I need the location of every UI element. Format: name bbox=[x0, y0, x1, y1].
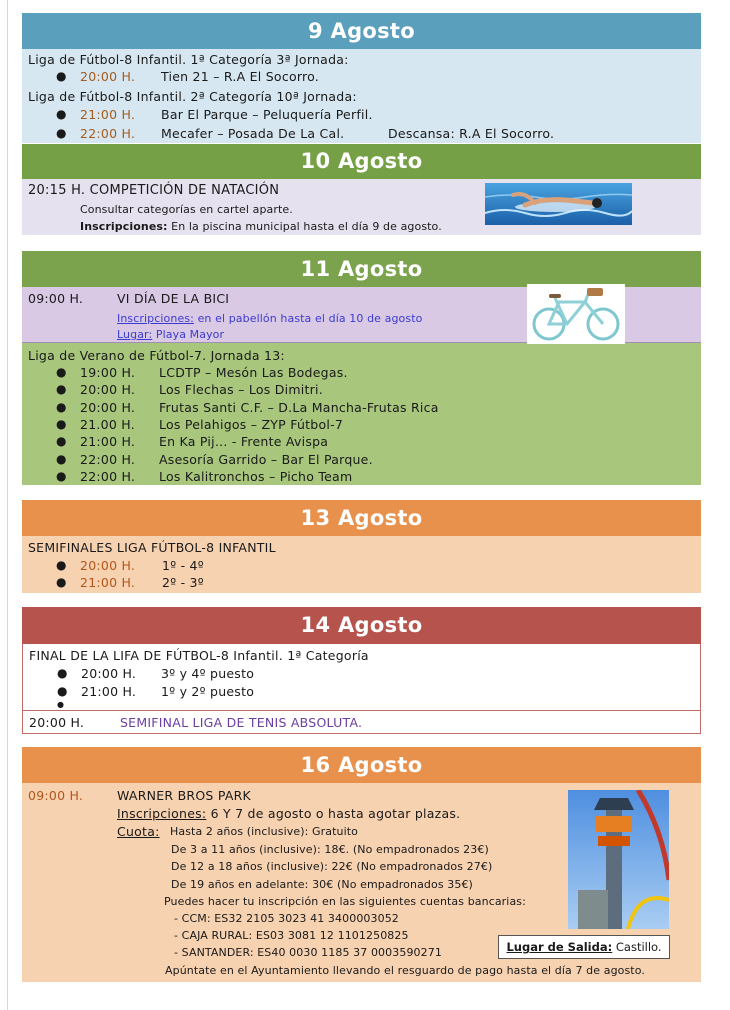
inscripciones-text: 6 Y 7 de agosto o hasta agotar plazas. bbox=[206, 806, 461, 821]
inscripciones-text: en el pabellón hasta el día 10 de agosto bbox=[193, 312, 423, 325]
bullet: ● bbox=[56, 416, 67, 431]
match-time: 20:00 H. bbox=[81, 666, 137, 681]
salida-label: Lugar de Salida: bbox=[506, 940, 613, 954]
bullet: ● bbox=[56, 399, 67, 414]
bullet: ● bbox=[57, 666, 68, 680]
match-teams: Frutas Santi C.F. – D.La Mancha-Frutas Rica bbox=[159, 399, 439, 415]
final-title: FINAL DE LA LIFA DE FÚTBOL-8 Infantil. 1ª Categoría bbox=[29, 648, 369, 663]
bicycle-image bbox=[527, 284, 625, 344]
match-time: 20:00 H. bbox=[80, 382, 136, 398]
day-header-13-agosto: 13 Agosto bbox=[22, 500, 701, 536]
cuota-label-text: Cuota: bbox=[117, 824, 160, 839]
swimmer-image bbox=[485, 183, 632, 225]
match-teams: Los Flechas – Los Dimitri. bbox=[159, 382, 324, 398]
day-header-16-agosto: 16 Agosto bbox=[22, 747, 701, 783]
day-block-11-agosto bbox=[22, 251, 701, 485]
match-time: 20:00 H. bbox=[80, 399, 136, 415]
salida-box bbox=[498, 935, 670, 959]
match-time: 22:00 H. bbox=[80, 468, 136, 484]
inscripciones-text: En la piscina municipal hasta el día 9 de agosto. bbox=[167, 220, 442, 233]
match-teams: Asesoría Garrido – Bar El Parque. bbox=[159, 451, 373, 467]
cuota-line: De 12 a 18 años (inclusive): 22€ (No empadronados 27€) bbox=[171, 860, 493, 873]
warner-title: WARNER BROS PARK bbox=[117, 788, 251, 803]
lugar-text: Playa Mayor bbox=[152, 328, 225, 341]
match-teams: Tien 21 – R.A El Socorro. bbox=[161, 69, 320, 84]
match-time: 22:00 H. bbox=[80, 126, 136, 141]
bullet: ● bbox=[56, 575, 67, 589]
match-teams: 1º y 2º puesto bbox=[161, 684, 255, 699]
cuota-line: De 3 a 11 años (inclusive): 18€. (No empadronados 23€) bbox=[171, 842, 489, 856]
bullet: ● bbox=[56, 107, 67, 121]
match-teams: 1º - 4º bbox=[162, 558, 204, 573]
match-teams: LCDTP – Mesón Las Bodegas. bbox=[159, 365, 348, 380]
match-teams: Los Pelahigos – ZYP Fútbol-7 bbox=[159, 416, 344, 432]
amusement-ride-image bbox=[568, 790, 669, 929]
cuenta-line: - SANTANDER: ES40 0030 1185 37 0003590271 bbox=[174, 946, 442, 959]
match-time: 22:00 H. bbox=[80, 451, 136, 467]
warner-inscripciones bbox=[117, 805, 460, 822]
day-block-16-agosto bbox=[22, 747, 701, 982]
bici-inscripciones bbox=[117, 310, 422, 327]
bullet: ● bbox=[57, 700, 64, 709]
cuota-line: Hasta 2 años (inclusive): Gratuito bbox=[170, 825, 358, 838]
liga-line-2: Liga de Fútbol-8 Infantil. 2ª Categoría 10ª Jornada: bbox=[28, 89, 357, 104]
natacion-title: 20:15 H. COMPETICIÓN DE NATACIÓN bbox=[28, 183, 280, 198]
bullet: ● bbox=[56, 558, 67, 572]
match-teams: Los Kalitronchos – Picho Team bbox=[159, 468, 353, 484]
day-header-10-agosto: 10 Agosto bbox=[22, 144, 701, 179]
day-header-14-agosto: 14 Agosto bbox=[22, 607, 701, 644]
match-teams: 3º y 4º puesto bbox=[161, 666, 255, 681]
match-teams: Mecafer – Posada De La Cal. bbox=[161, 126, 345, 141]
bici-title: VI DÍA DE LA BICI bbox=[117, 291, 230, 306]
bullet: ● bbox=[56, 451, 67, 466]
day-block-9-agosto bbox=[22, 13, 701, 143]
bullet: ● bbox=[56, 69, 67, 83]
left-page-rule bbox=[7, 0, 8, 1010]
divider bbox=[23, 710, 700, 711]
match-teams: 2º - 3º bbox=[162, 575, 204, 590]
lugar-label: Lugar: bbox=[117, 328, 153, 341]
cuentas-intro: Puedes hacer tu inscripción en las siguientes cuentas bancarias: bbox=[164, 895, 526, 908]
day-header-9-agosto: 9 Agosto bbox=[22, 13, 701, 49]
salida-text: Castillo. bbox=[612, 940, 662, 954]
semifinales-title: SEMIFINALES LIGA FÚTBOL-8 INFANTIL bbox=[28, 540, 276, 555]
bullet: ● bbox=[56, 468, 67, 483]
match-time: 21.00 H. bbox=[80, 416, 135, 432]
inscripciones-label: Inscripciones: bbox=[117, 312, 194, 325]
bici-lugar bbox=[117, 326, 224, 343]
cuota-label bbox=[117, 823, 160, 840]
inscripciones-label: Inscripciones: bbox=[117, 806, 207, 821]
tenis-time: 20:00 H. bbox=[29, 715, 85, 730]
day-header-11-agosto: 11 Agosto bbox=[22, 251, 701, 287]
warner-time: 09:00 H. bbox=[28, 788, 84, 803]
tenis-title: SEMIFINAL LIGA DE TENIS ABSOLUTA. bbox=[120, 715, 363, 730]
bullet: ● bbox=[56, 365, 67, 379]
liga-line-1: Liga de Fútbol-8 Infantil. 1ª Categoría 3ª Jornada: bbox=[28, 52, 349, 67]
day-block-13-agosto bbox=[22, 500, 701, 593]
cuenta-line: - CCM: ES32 2105 3023 41 3400003052 bbox=[174, 912, 399, 925]
bullet: ● bbox=[56, 126, 67, 140]
liga-verano: Liga de Verano de Fútbol-7. Jornada 13: bbox=[28, 348, 285, 363]
cuota-line: De 19 años en adelante: 30€ (No empadronados 35€) bbox=[171, 877, 473, 891]
match-time: 21:00 H. bbox=[81, 684, 137, 699]
day-block-14-agosto bbox=[22, 607, 701, 734]
cuenta-line: - CAJA RURAL: ES03 3081 12 1101250825 bbox=[174, 929, 409, 942]
match-time: 21:00 H. bbox=[80, 575, 136, 590]
warner-footer: Apúntate en el Ayuntamiento llevando el resguardo de pago hasta el día 7 de agosto. bbox=[165, 964, 645, 977]
inscripciones-label: Inscripciones: bbox=[80, 220, 168, 233]
day-block-10-agosto bbox=[22, 144, 701, 235]
match-time: 20:00 H. bbox=[80, 558, 136, 573]
match-time: 21:00 H. bbox=[80, 434, 136, 450]
bullet: ● bbox=[57, 684, 68, 698]
bullet: ● bbox=[56, 434, 67, 449]
natacion-note: Consultar categorías en cartel aparte. bbox=[80, 203, 293, 216]
match-teams: En Ka Pij… - Frente Avispa bbox=[159, 434, 329, 450]
match-time: 20:00 H. bbox=[80, 69, 136, 84]
natacion-inscripciones bbox=[80, 218, 442, 235]
match-time: 21:00 H. bbox=[80, 107, 136, 122]
bici-time: 09:00 H. bbox=[28, 291, 84, 306]
descansa-note: Descansa: R.A El Socorro. bbox=[388, 126, 555, 141]
match-teams: Bar El Parque – Peluquería Perfil. bbox=[161, 107, 373, 122]
match-time: 19:00 H. bbox=[80, 365, 136, 380]
bullet: ● bbox=[56, 382, 67, 397]
